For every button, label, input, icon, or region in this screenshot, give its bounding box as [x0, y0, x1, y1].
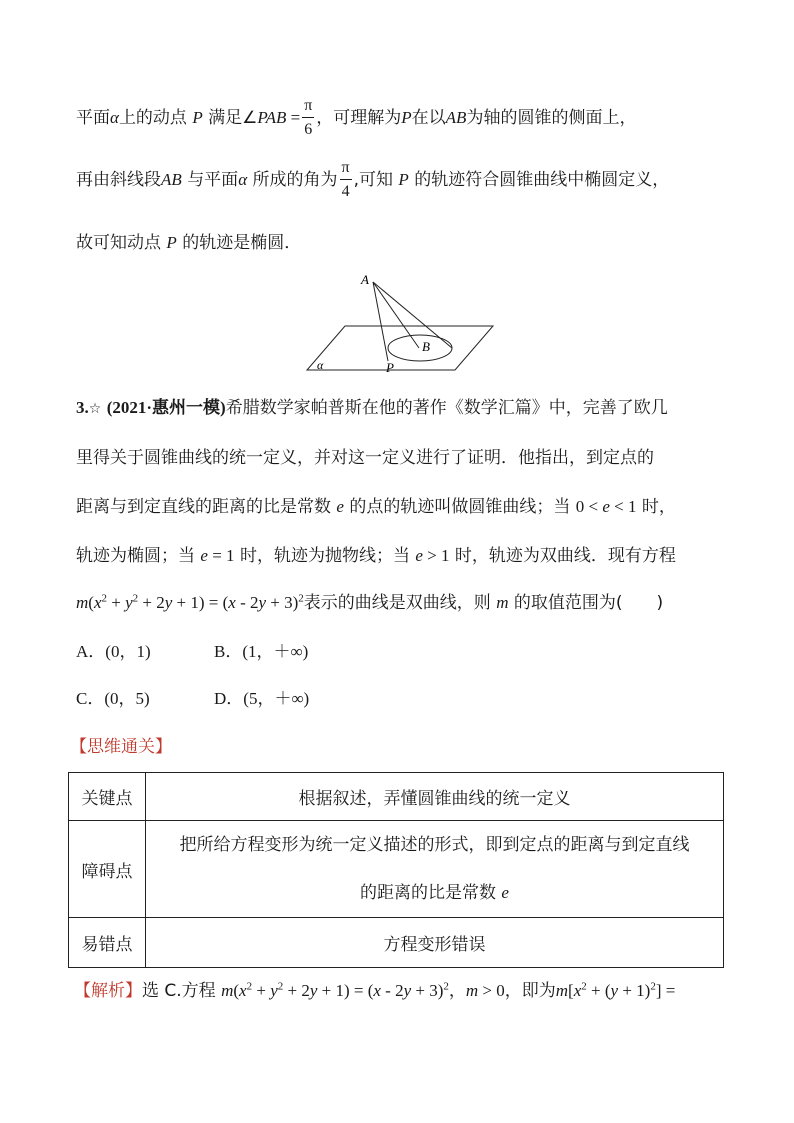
- alpha-symbol: α: [238, 170, 248, 189]
- math: (: [88, 593, 94, 612]
- text: 距离与到定直线的距离的比是常数: [76, 497, 331, 517]
- math: = 1: [207, 546, 235, 565]
- var-P: P: [192, 108, 203, 127]
- math: [: [568, 981, 574, 1000]
- table-value-line1: 把所给方程变形为统一定义描述的形式，即到定点的距离与到定直线: [179, 835, 690, 855]
- table-row: [69, 918, 724, 968]
- star-icon: ☆: [88, 401, 102, 417]
- text: 满足∠: [208, 108, 258, 128]
- option-label: B．: [214, 642, 243, 661]
- text: 的轨迹是椭圆．: [182, 233, 302, 253]
- table-value: [146, 821, 724, 918]
- var-y: y: [309, 981, 318, 1000]
- var-m: m: [465, 981, 479, 1000]
- frac-den: 4: [341, 183, 350, 200]
- exponent: 2: [277, 980, 284, 993]
- math: < 1: [609, 497, 637, 516]
- option-label: C．: [76, 689, 105, 708]
- question-line3: [76, 492, 676, 517]
- var-P: P: [401, 108, 412, 127]
- text: 的取值范围为( ): [513, 593, 664, 613]
- table-value: 根据叙述，弄懂圆锥曲线的统一定义: [146, 773, 724, 821]
- option-d[interactable]: [214, 684, 309, 709]
- var-y: y: [270, 981, 278, 1000]
- equals: =: [286, 108, 301, 127]
- var-m: m: [76, 593, 89, 612]
- text: 所成的角为: [252, 170, 338, 190]
- table-row: [69, 773, 724, 821]
- var-x: x: [573, 981, 582, 1000]
- math: - 2: [380, 981, 404, 1000]
- table-value: 方程变形错误: [146, 918, 724, 968]
- var-x: x: [93, 593, 102, 612]
- section-title: 【思维通关】: [70, 737, 172, 757]
- text: ，可理解为: [316, 108, 402, 128]
- cone-figure: [305, 270, 505, 375]
- plane-alpha: [307, 326, 493, 370]
- line-AP: [373, 282, 388, 361]
- question-line4: [76, 541, 676, 566]
- var-x: x: [239, 981, 247, 1000]
- table-key: 易错点: [69, 918, 146, 968]
- text: 表示的曲线是双曲线，则: [303, 593, 491, 613]
- text: 选 C.方程: [142, 981, 216, 1001]
- para1-line1: [76, 98, 636, 138]
- text: 的轨迹符合圆锥曲线中椭圆定义，: [414, 170, 670, 190]
- var-y: y: [610, 981, 619, 1000]
- option-value: (0，5): [104, 689, 150, 708]
- label-B: B: [422, 339, 430, 354]
- option-a[interactable]: [76, 637, 151, 662]
- var-m: m: [221, 981, 234, 1000]
- text: 为轴的圆锥的侧面上，: [466, 108, 637, 128]
- math: + 3): [411, 981, 444, 1000]
- option-value: (5，＋∞): [243, 689, 310, 708]
- exponent: 2: [246, 980, 253, 993]
- var-e: e: [602, 497, 610, 516]
- var-e: e: [200, 546, 208, 565]
- var-x: x: [228, 593, 236, 612]
- frac-num: π: [302, 98, 314, 118]
- analysis-line: [74, 976, 675, 1001]
- var-PAB: PAB: [257, 108, 287, 127]
- option-c[interactable]: [76, 684, 150, 709]
- exponent: 2: [443, 980, 449, 993]
- label-A: A: [361, 272, 369, 287]
- fraction-pi-over-6: [302, 98, 314, 138]
- var-y: y: [164, 593, 173, 612]
- var-x: x: [373, 981, 381, 1000]
- text: 希腊数学家帕普斯在他的著作《数学汇篇》中，完善了欧几: [225, 398, 668, 418]
- analysis-table: [68, 772, 724, 968]
- alpha-symbol: α: [110, 108, 119, 127]
- math: - 2: [235, 593, 259, 612]
- exponent: 2: [581, 980, 587, 993]
- math: ] =: [655, 981, 676, 1000]
- label-alpha: α: [317, 358, 324, 372]
- math: + 1) = (: [172, 593, 229, 612]
- exponent: 2: [650, 980, 656, 993]
- option-label: A．: [76, 642, 106, 661]
- math: + 1) = (: [317, 981, 374, 1000]
- text: 时，轨迹为抛物线；当: [239, 546, 410, 566]
- fraction-pi-over-4: [340, 160, 352, 200]
- table-value-line2: [146, 869, 723, 917]
- var-m: m: [496, 593, 509, 612]
- text: 的点的轨迹叫做圆锥曲线；当: [349, 497, 571, 517]
- var-AB: AB: [161, 170, 182, 189]
- table-key: 关键点: [69, 773, 146, 821]
- math: + 2: [283, 981, 310, 1000]
- text: 上的动点: [118, 108, 187, 128]
- question-line5: [76, 588, 663, 613]
- var-y: y: [258, 593, 267, 612]
- text: 平面: [76, 108, 110, 128]
- math: (: [233, 981, 240, 1000]
- math: +: [107, 593, 126, 612]
- var-e: e: [415, 546, 423, 565]
- math: > 1: [422, 546, 450, 565]
- text: 故可知动点: [76, 233, 161, 253]
- math: + (: [586, 981, 611, 1000]
- frac-num: π: [340, 160, 352, 180]
- question-number: 3.: [76, 398, 89, 417]
- exponent: 2: [101, 592, 107, 605]
- text: 再由斜线段: [76, 170, 161, 190]
- text: 与平面: [187, 170, 239, 190]
- para1-line3: [76, 228, 301, 253]
- text: 时，: [641, 497, 676, 517]
- math: > 0: [478, 981, 505, 1000]
- var-e: e: [336, 497, 344, 516]
- text: ,可知: [353, 170, 394, 190]
- var-AB: AB: [445, 108, 467, 127]
- text: ，: [448, 981, 466, 1001]
- text: 的距离的比是常数: [360, 883, 497, 903]
- label-P: P: [386, 360, 394, 375]
- var-P: P: [398, 170, 409, 189]
- question-line1: [76, 393, 668, 418]
- text: 轨迹为椭圆；当: [76, 546, 195, 566]
- frac-den: 6: [304, 121, 313, 138]
- exponent: 2: [298, 592, 304, 605]
- option-value: (1，＋∞): [242, 642, 309, 661]
- text: 时，轨迹为双曲线．现有方程: [454, 546, 676, 566]
- table-row: [69, 821, 724, 918]
- option-value: (0，1): [105, 642, 151, 661]
- ellipse-trajectory: [388, 335, 452, 361]
- var-P: P: [166, 233, 177, 252]
- para1-line2: [76, 160, 669, 200]
- text: ，即为: [504, 981, 556, 1001]
- var-m: m: [555, 981, 569, 1000]
- var-e: e: [501, 883, 509, 902]
- question-source: (2021·惠州一模): [106, 398, 226, 417]
- var-y: y: [125, 593, 133, 612]
- option-b[interactable]: [214, 637, 308, 662]
- table-key: 障碍点: [69, 821, 146, 918]
- question-line2: [76, 443, 654, 468]
- math: +: [252, 981, 271, 1000]
- math: + 2: [138, 593, 165, 612]
- exponent: 2: [132, 592, 139, 605]
- analysis-tag: 【解析】: [74, 981, 142, 1001]
- text: 里得关于圆锥曲线的统一定义，并对这一定义进行了证明．他指出，到定点的: [76, 448, 654, 468]
- math: 0 <: [575, 497, 603, 516]
- var-y: y: [403, 981, 412, 1000]
- text: 在以: [411, 108, 446, 128]
- math: + 1): [618, 981, 651, 1000]
- option-label: D．: [214, 689, 244, 708]
- math: + 3): [266, 593, 299, 612]
